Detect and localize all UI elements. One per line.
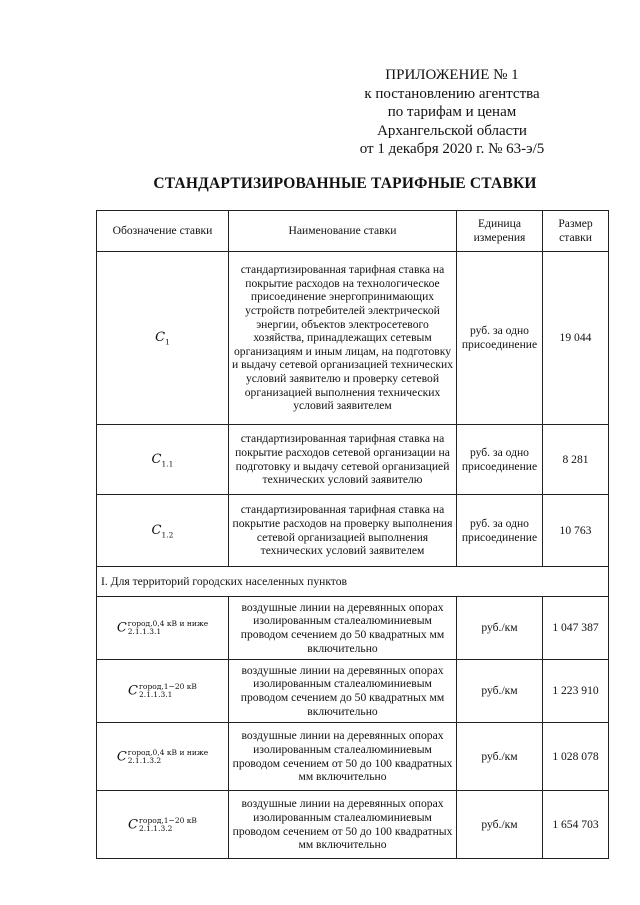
rate-name: воздушные линии на деревянных опорах изолированным сталеалюминиевым проводом сечением до 50 квадратных мм включительно (229, 660, 457, 723)
rate-value: 8 281 (543, 425, 609, 495)
rate-value: 19 044 (543, 252, 609, 425)
rate-symbol: $C_{1.1}$ (97, 425, 229, 495)
appendix-line: от 1 декабря 2020 г. № 63-э/5 (359, 141, 545, 157)
table-row (97, 252, 609, 425)
rate-name: воздушные линии на деревянных опорах изолированным сталеалюминиевым проводом сечением от 50 до 100 квадратных мм включительно (229, 791, 457, 859)
rate-unit: руб. за одно присоединение (457, 252, 543, 425)
rate-name: стандартизированная тарифная ставка на покрытие расходов сетевой организации на подготовку и выдачу сетевой организацией технических условий заявителю (229, 425, 457, 495)
document-title: СТАНДАРТИЗИРОВАННЫЕ ТАРИФНЫЕ СТАВКИ (153, 175, 537, 192)
header-name: Наименование ставки (229, 211, 457, 252)
table-row (97, 597, 609, 660)
rate-unit: руб./км (457, 660, 543, 723)
rate-unit: руб./км (457, 597, 543, 660)
appendix-line: Архангельской области (377, 122, 527, 139)
rate-name: стандартизированная тарифная ставка на покрытие расходов на проверку выполнения сетевой организацией выполнения технических условий заявителем (229, 495, 457, 567)
rate-value: 1 028 078 (543, 723, 609, 791)
rate-symbol: $C_1$ (97, 252, 229, 425)
rate-unit: руб. за одно присоединение (457, 495, 543, 567)
rate-unit: руб./км (457, 723, 543, 791)
rate-name: воздушные линии на деревянных опорах изолированным сталеалюминиевым проводом сечением до 50 квадратных мм включительно (229, 597, 457, 660)
rate-name: воздушные линии на деревянных опорах изолированным сталеалюминиевым проводом сечением от 50 до 100 квадратных мм включительно (229, 723, 457, 791)
appendix-line: по тарифам и ценам (387, 104, 517, 120)
table-row (97, 425, 609, 495)
header-value: Размер ставки (543, 211, 609, 252)
rate-value: 1 047 387 (543, 597, 609, 660)
header-designation: Обозначение ставки (97, 211, 229, 252)
section-row (97, 567, 609, 597)
rate-symbol: C город,1−20 кВ 2.1.1.3.2 (97, 791, 229, 859)
table-row (97, 495, 609, 567)
section-heading: I. Для территорий городских населенных пунктов (97, 567, 609, 597)
rate-symbol: C город,0,4 кВ и ниже 2.1.1.3.2 (97, 723, 229, 791)
rate-unit: руб. за одно присоединение (457, 425, 543, 495)
header-unit: Единица измерения (457, 211, 543, 252)
rate-symbol: C город,1−20 кВ 2.1.1.3.1 (97, 660, 229, 723)
rate-unit: руб./км (457, 791, 543, 859)
rate-value: 1 654 703 (543, 791, 609, 859)
table-row (97, 723, 609, 791)
rate-symbol: $C_{1.2}$ (97, 495, 229, 567)
table-row (97, 791, 609, 859)
table-header-row (97, 211, 609, 252)
table-row (97, 660, 609, 723)
rate-name: стандартизированная тарифная ставка на покрытие расходов на технологическое присоединение энергопринимающих устройств потребителей электрической энергии, объектов электросетевого хозяйства, принадлежащих сетевым организациям и иным лицам, на подготовку и выдачу сетевой организацией технических условий заявителю и проверку сетевой организацией выполнения технических условий заявителем (229, 252, 457, 425)
appendix-title: ПРИЛОЖЕНИЕ № 1 (385, 67, 519, 83)
rate-symbol: C город,0,4 кВ и ниже 2.1.1.3.1 (97, 597, 229, 660)
appendix-line: к постановлению агентства (364, 85, 540, 102)
tariff-table (96, 210, 609, 859)
appendix-block (342, 66, 562, 159)
rate-value: 10 763 (543, 495, 609, 567)
rate-value: 1 223 910 (543, 660, 609, 723)
